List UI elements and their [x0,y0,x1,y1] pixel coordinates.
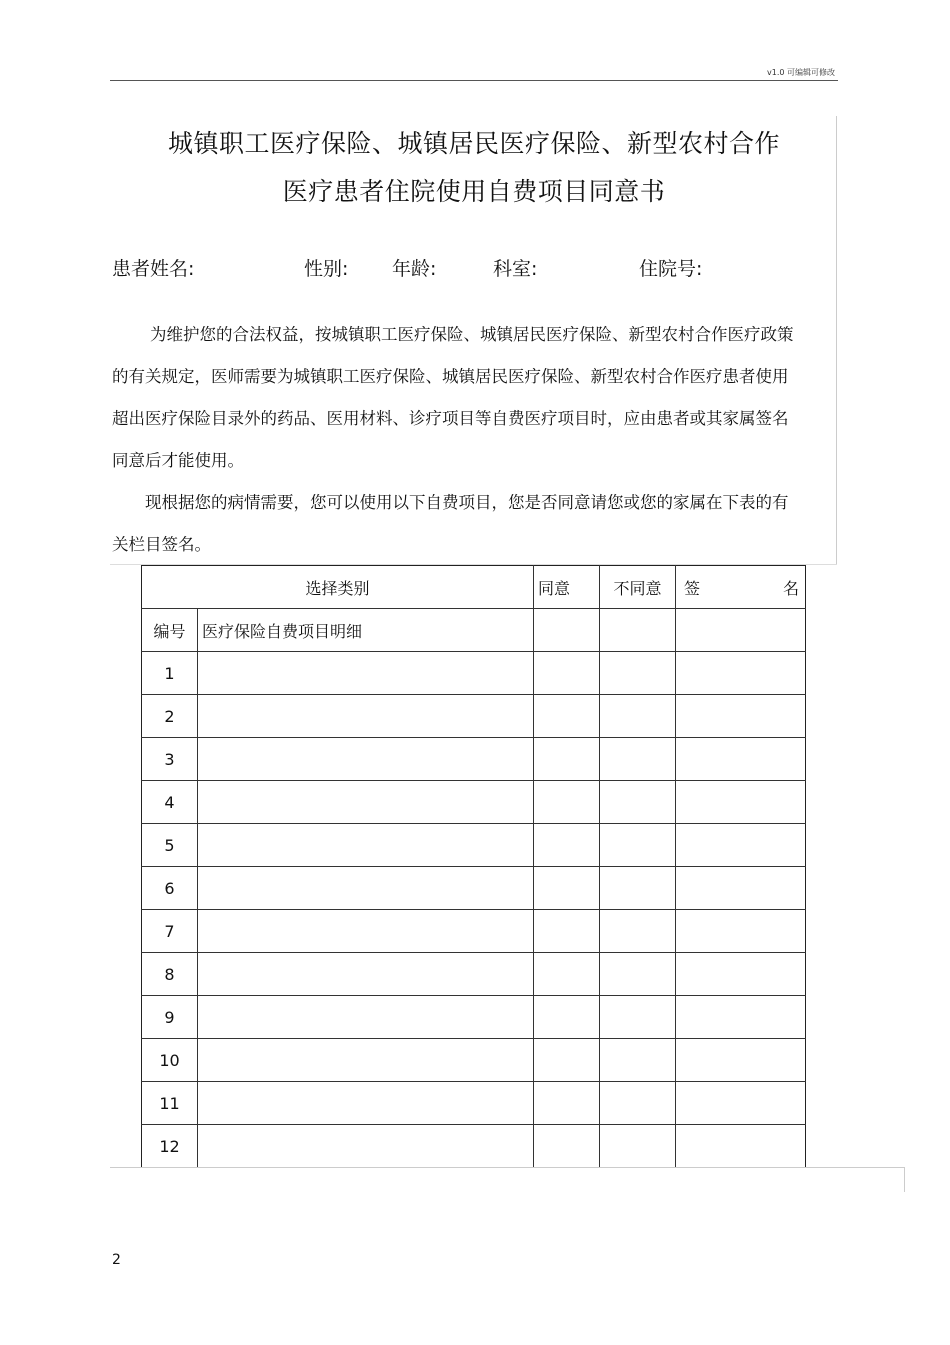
disagree-cell[interactable] [600,996,676,1039]
row-number: 9 [142,996,198,1039]
table-row [142,910,806,953]
patient-name-label: 患者姓名: [112,258,195,280]
item-detail-cell[interactable] [198,867,534,910]
table-row [142,1125,806,1168]
signature-cell[interactable] [676,1125,806,1168]
document-title-line2: 医疗患者住院使用自费项目同意书 [282,177,666,206]
category-header: 选择类别 [142,566,534,609]
agree-header: 同意 [534,566,600,609]
disagree-cell[interactable] [600,867,676,910]
row-number: 1 [142,652,198,695]
signature-cell[interactable] [676,996,806,1039]
signature-header-left: 签 [684,578,701,598]
signature-cell[interactable] [676,867,806,910]
row-number: 5 [142,824,198,867]
disagree-cell[interactable] [600,609,676,652]
agree-cell[interactable] [534,652,600,695]
signature-cell[interactable] [676,781,806,824]
table-header-row [142,566,806,609]
item-detail-cell[interactable] [198,738,534,781]
signature-cell[interactable] [676,1039,806,1082]
document-title-line1: 城镇职工医疗保险、城镇居民医疗保险、新型农村合作 [167,129,780,158]
signature-cell[interactable] [676,1082,806,1125]
agree-cell[interactable] [534,1125,600,1168]
disagree-cell[interactable] [600,910,676,953]
agree-cell[interactable] [534,867,600,910]
disagree-cell[interactable] [600,652,676,695]
disagree-cell[interactable] [600,824,676,867]
table-row [142,652,806,695]
agree-cell[interactable] [534,781,600,824]
gender-label: 性别: [304,258,349,280]
row-number: 4 [142,781,198,824]
table-row [142,953,806,996]
disagree-cell[interactable] [600,1082,676,1125]
item-detail-cell[interactable] [198,695,534,738]
disagree-cell[interactable] [600,1039,676,1082]
row-number: 11 [142,1082,198,1125]
signature-cell[interactable] [676,910,806,953]
table-row [142,867,806,910]
row-number: 3 [142,738,198,781]
disagree-cell[interactable] [600,1125,676,1168]
item-detail-cell[interactable] [198,1125,534,1168]
agree-cell[interactable] [534,738,600,781]
footer-rule-tick [904,1168,905,1192]
disagree-header: 不同意 [600,566,676,609]
signature-cell[interactable] [676,738,806,781]
agree-cell[interactable] [534,824,600,867]
table-row [142,695,806,738]
version-label: v1.0 可编辑可修改 [767,68,835,77]
agree-cell[interactable] [534,609,600,652]
item-detail-cell[interactable] [198,996,534,1039]
department-label: 科室: [493,258,538,280]
item-detail-cell[interactable] [198,824,534,867]
number-header: 编号 [142,609,198,652]
age-label: 年龄: [392,258,437,280]
item-detail-cell[interactable] [198,652,534,695]
agree-cell[interactable] [534,1039,600,1082]
disagree-cell[interactable] [600,695,676,738]
disagree-cell[interactable] [600,953,676,996]
item-detail-cell[interactable] [198,1082,534,1125]
header-rule [110,80,838,81]
signature-cell[interactable] [676,609,806,652]
table-row [142,781,806,824]
agree-cell[interactable] [534,910,600,953]
signature-cell[interactable] [676,652,806,695]
signature-cell[interactable] [676,695,806,738]
item-detail-header: 医疗保险自费项目明细 [198,609,534,652]
admission-number-label: 住院号: [639,258,703,280]
page-number: 2 [112,1252,121,1268]
agree-cell[interactable] [534,695,600,738]
table-row [142,738,806,781]
self-pay-items-table [141,565,806,1168]
signature-header-right: 名 [783,578,800,598]
agree-cell[interactable] [534,996,600,1039]
row-number: 6 [142,867,198,910]
item-detail-cell[interactable] [198,781,534,824]
consent-paragraph-2: 现根据您的病情需要，您可以使用以下自费项目，您是否同意请您或您的家属在下表的有关栏目签名。 [112,493,789,554]
table-row [142,996,806,1039]
row-number: 7 [142,910,198,953]
table-row [142,824,806,867]
signature-cell[interactable] [676,824,806,867]
signature-cell[interactable] [676,953,806,996]
row-number: 8 [142,953,198,996]
item-detail-cell[interactable] [198,1039,534,1082]
table-row [142,1082,806,1125]
disagree-cell[interactable] [600,781,676,824]
item-detail-cell[interactable] [198,910,534,953]
signature-header [676,566,806,609]
item-detail-cell[interactable] [198,953,534,996]
table-subheader-row [142,609,806,652]
row-number: 10 [142,1039,198,1082]
footer-rule [110,1167,905,1168]
consent-paragraph-1: 为维护您的合法权益，按城镇职工医疗保险、城镇居民医疗保险、新型农村合作医疗政策的有关规定，医师需要为城镇职工医疗保险、城镇居民医疗保险、新型农村合作医疗患者使用超出医疗保险目录外的药品、医用材料、诊疗项目等自费医疗项目时，应由患者或其家属签名同意后才能使用。 [112,325,794,470]
table-row [142,1039,806,1082]
disagree-cell[interactable] [600,738,676,781]
agree-cell[interactable] [534,1082,600,1125]
row-number: 2 [142,695,198,738]
agree-cell[interactable] [534,953,600,996]
row-number: 12 [142,1125,198,1168]
